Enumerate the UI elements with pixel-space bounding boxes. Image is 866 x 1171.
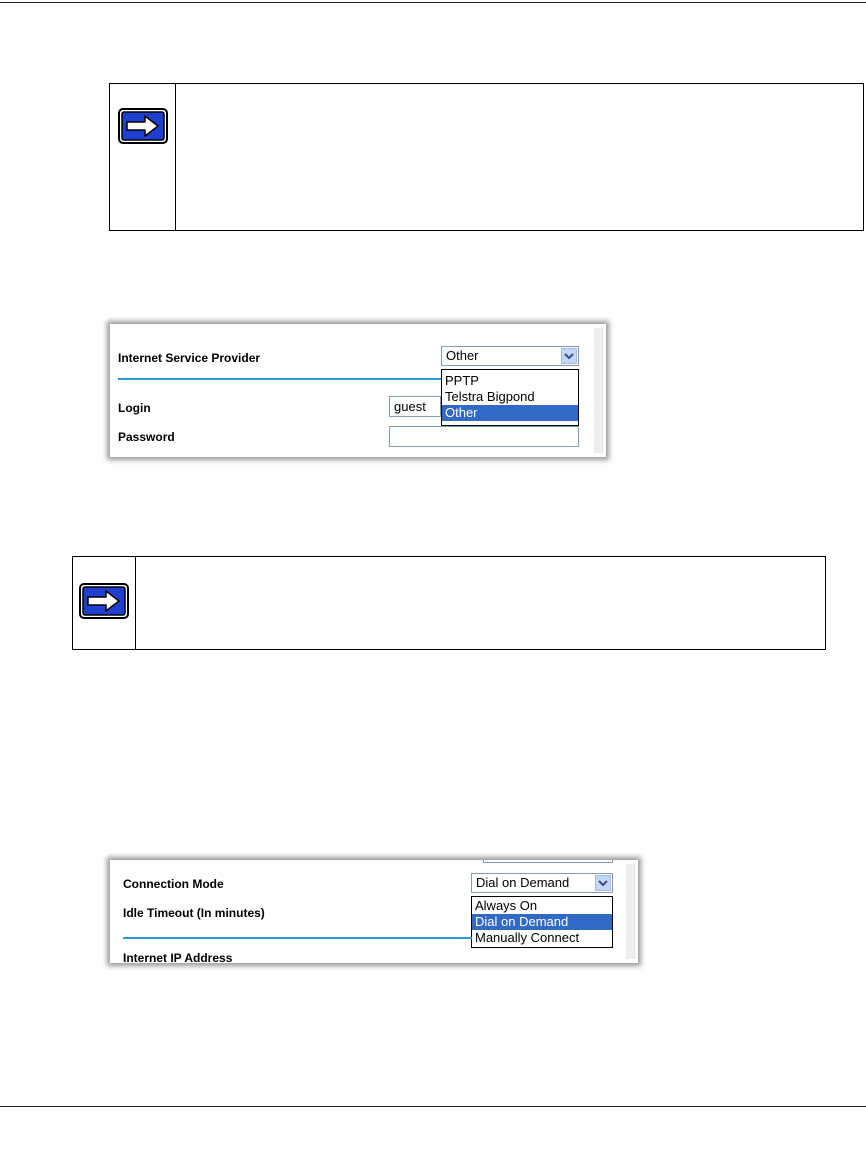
- note-text: [176, 84, 863, 230]
- right-arrow-icon: [79, 583, 129, 624]
- header-rule: [0, 2, 866, 3]
- internet-ip-label: Internet IP Address: [123, 951, 233, 965]
- note-icon-cell: [110, 84, 176, 230]
- connection-mode-selected-value: Dial on Demand: [476, 875, 570, 890]
- connection-mode-option-selected[interactable]: Dial on Demand: [472, 914, 612, 930]
- chevron-down-icon[interactable]: [595, 875, 611, 891]
- note-box: [109, 83, 864, 231]
- login-value: guest: [394, 399, 426, 414]
- connection-mode-dropdown-list[interactable]: [471, 896, 613, 948]
- isp-select[interactable]: [441, 346, 579, 366]
- scrollbar[interactable]: [594, 328, 604, 453]
- footer-rule: [0, 1106, 866, 1107]
- connection-mode-label: Connection Mode: [123, 877, 224, 891]
- isp-selected-value: Other: [446, 348, 479, 363]
- login-input[interactable]: [389, 396, 441, 417]
- connection-mode-select[interactable]: [471, 873, 613, 893]
- isp-option[interactable]: PPTP: [445, 373, 479, 388]
- isp-label: Internet Service Provider: [118, 351, 261, 365]
- note-text: [136, 557, 825, 649]
- scrollbar[interactable]: [626, 864, 636, 959]
- password-label: Password: [118, 430, 175, 444]
- login-label: Login: [118, 401, 151, 415]
- right-arrow-icon: [118, 108, 168, 230]
- isp-option-selected[interactable]: Other: [442, 405, 578, 421]
- isp-option[interactable]: Telstra Bigpond: [445, 389, 535, 404]
- connection-mode-screenshot: [110, 860, 638, 963]
- section-divider: [118, 378, 442, 380]
- isp-settings-screenshot: [110, 324, 606, 457]
- connection-mode-option[interactable]: Manually Connect: [475, 930, 580, 945]
- note-box: [72, 556, 826, 650]
- idle-timeout-label: Idle Timeout (In minutes): [123, 906, 265, 920]
- chevron-down-icon[interactable]: [561, 348, 577, 364]
- note-icon-cell: [73, 557, 136, 649]
- partial-input: [483, 860, 613, 863]
- section-divider: [123, 937, 472, 939]
- isp-dropdown-list[interactable]: [441, 369, 579, 426]
- password-input[interactable]: [389, 426, 579, 447]
- connection-mode-option[interactable]: Always On: [475, 898, 538, 913]
